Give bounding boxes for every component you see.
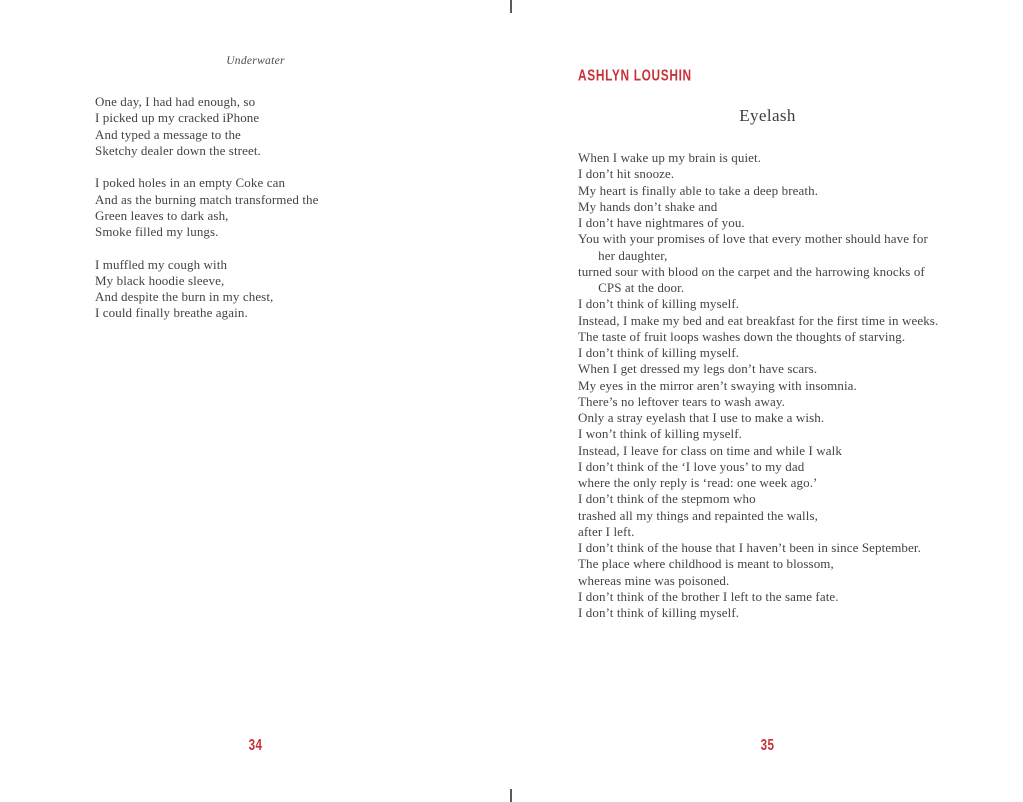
poem-line: turned sour with blood on the carpet and the harrowing knocks of bbox=[578, 263, 925, 279]
poem-line: I don’t think of the house that I haven’t been in since September. bbox=[578, 540, 921, 555]
poem-line: I don’t think of the stepmom who bbox=[578, 491, 756, 507]
running-header: Underwater bbox=[226, 55, 285, 67]
poem-line: Only a stray eyelash that I use to make a wish. bbox=[578, 410, 825, 425]
poem-line: Green leaves to dark ash, bbox=[95, 207, 229, 223]
poem-line: trashed all my things and repainted the walls, bbox=[578, 507, 818, 523]
poem-line bbox=[95, 159, 319, 175]
poem-line: her daughter, bbox=[578, 247, 668, 263]
poem-line: I don’t think of killing myself. bbox=[578, 605, 740, 620]
poem-line: My heart is finally able to take a deep breath. bbox=[578, 182, 819, 198]
poem-line: When I wake up my brain is quiet. bbox=[578, 150, 762, 165]
poem-line: I don’t think of killing myself. bbox=[578, 296, 740, 312]
poem-line: My black hoodie sleeve, bbox=[95, 272, 225, 288]
poem-line: I don’t think of killing myself. bbox=[578, 345, 740, 360]
poem-line: You with your promises of love that every mother should have for bbox=[578, 231, 928, 247]
poem-continuation bbox=[95, 94, 319, 322]
poem-line: I picked up my cracked iPhone bbox=[95, 110, 260, 126]
poem-line: where the only reply is ‘read: one week ago.’ bbox=[578, 475, 818, 490]
poem-line: I poked holes in an empty Coke can bbox=[95, 175, 286, 191]
poem-line: One day, I had had enough, so bbox=[95, 94, 256, 109]
author-name: ASHLYN LOUSHIN bbox=[578, 68, 692, 85]
poem-line: And despite the burn in my chest, bbox=[95, 289, 274, 304]
poem-line: I don’t think of the ‘I love yous’ to my dad bbox=[578, 458, 805, 474]
poem-line: after I left. bbox=[578, 523, 635, 539]
poem-body bbox=[578, 150, 938, 621]
poem-line: whereas mine was poisoned. bbox=[578, 572, 730, 588]
poem-line: My eyes in the mirror aren’t swaying with insomnia. bbox=[578, 377, 857, 393]
poem-line: I don’t hit snooze. bbox=[578, 166, 675, 182]
poem-line: When I get dressed my legs don’t have scars. bbox=[578, 361, 818, 377]
left-page bbox=[0, 0, 511, 802]
poem-line: I muffled my cough with bbox=[95, 256, 228, 272]
poem-line: Sketchy dealer down the street. bbox=[95, 142, 261, 158]
poem-line: Smoke filled my lungs. bbox=[95, 224, 219, 239]
poem-line: My hands don’t shake and bbox=[578, 198, 718, 214]
right-page bbox=[512, 0, 1023, 802]
poem-line: There’s no leftover tears to wash away. bbox=[578, 393, 786, 409]
poem-line: The taste of fruit loops washes down the thoughts of starving. bbox=[578, 328, 906, 344]
poem-line: I won’t think of killing myself. bbox=[578, 426, 743, 442]
poem-line: Instead, I leave for class on time and while I walk bbox=[578, 442, 842, 458]
poem-line: Instead, I make my bed and eat breakfast for the first time in weeks. bbox=[578, 312, 939, 328]
poem-line: And typed a message to the bbox=[95, 126, 241, 142]
page-number-left: 34 bbox=[248, 737, 263, 755]
poem-line bbox=[95, 240, 319, 256]
poem-line: And as the burning match transformed the bbox=[95, 191, 319, 207]
poem-line: I could finally breathe again. bbox=[95, 305, 248, 321]
poem-title: Eyelash bbox=[739, 106, 796, 125]
poem-line: I don’t have nightmares of you. bbox=[578, 215, 745, 230]
poem-line: The place where childhood is meant to blossom, bbox=[578, 556, 834, 572]
poem-line: I don’t think of the brother I left to the same fate. bbox=[578, 588, 839, 604]
poem-line: CPS at the door. bbox=[578, 280, 685, 295]
page-number-right: 35 bbox=[760, 737, 775, 755]
